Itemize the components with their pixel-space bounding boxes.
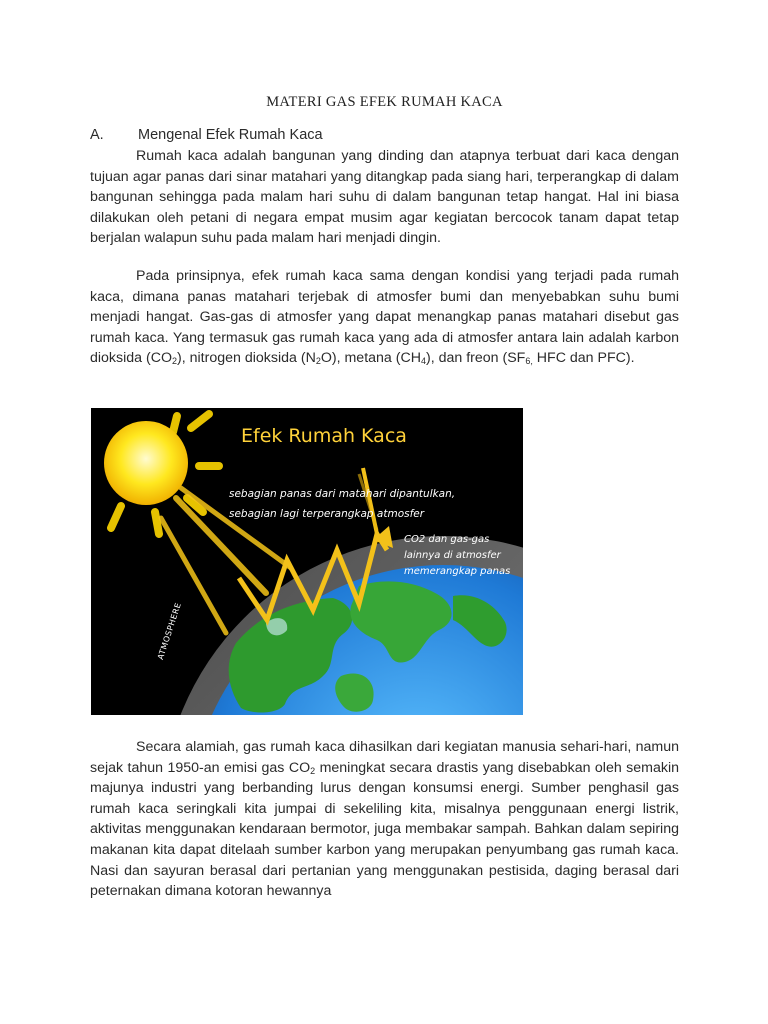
atmosphere-label: ATMOSPHERE [156,601,183,661]
section-number: A. [90,127,104,143]
subscript: 2 [172,356,178,367]
subscript: 2 [315,356,321,367]
earth-globe [190,565,523,715]
figure-note-line2: lainnya di atmosfer [404,550,501,561]
figure-title: Efek Rumah Kaca [241,425,407,447]
paragraph-2 [90,266,679,369]
paragraph-2-text: Pada prinsipnya, efek rumah kaca sama dengan kondisi yang terjadi pada rumah kaca, dimana panas matahari terjebak di atmosfer bumi dan menyebabkan suhu bumi menjadi hangat. Gas-gas di atmosfer yang dapat menangkap panas matahari disebut gas rumah kaca. Yang termasuk gas rumah kaca yang ada di atmosfer antara lain adalah karbon dioksida (CO [90,268,679,367]
paragraph-3 [90,737,679,902]
greenhouse-effect-figure [91,408,523,715]
sun-icon [104,421,188,505]
figure-note-line3: memerangkap panas [404,566,511,577]
figure-note-line1: CO2 dan gas-gas [404,534,490,545]
paragraph-2-text: HFC dan PFC). [532,350,635,367]
paragraph-3-text: meningkat secara drastis yang disebabkan oleh semakin majunya industri yang berbanding lurus dengan konsumsi energi. Sumber penghasil gas rumah kaca seringkali kita jumpai di sekeliling kita, misalnya penggunaan energi listrik, aktivitas menggunakan kendaraan bermotor, juga membakar sampah. Bahkan dalam sepiring makanan kita dapat ditelaah sumber karbon yang merupakan penyumbang gas rumah kaca. Nasi dan sayuran berasal dari pertanian yang menggunakan pestisida, daging berasal dari peternakan dimana kotoran hewannya [90,759,679,900]
figure-note [404,532,510,580]
subscript: 2 [310,765,316,776]
figure-caption-line1: sebagian panas dari matahari dipantulkan, [229,488,456,500]
paragraph-2-text: ), nitrogen dioksida (N [177,350,316,367]
subscript: 6, [525,356,533,367]
paragraph-1 [90,146,679,249]
paragraph-2-text: ), dan freon (SF [425,350,526,367]
figure-caption-line2: sebagian lagi terperangkap atmosfer [229,508,425,520]
subscript: 4 [420,356,426,367]
paragraph-3-text: Secara alamiah, gas rumah kaca dihasilkan dari kegiatan manusia sehari-hari, namun sejak tahun 1950-an emisi gas CO [90,739,679,776]
section-heading [90,125,323,146]
paragraph-1-text: Rumah kaca adalah bangunan yang dinding dan atapnya terbuat dari kaca dengan tujuan agar panas dari sinar matahari yang ditangkap pada siang hari, terperangkap di dalam bangunan sehingga pada malam hari suhu di dalam bangunan tetap hangat. Hal ini biasa dilakukan oleh petani di negara empat musim agar kegiatan bercocok tanam dapat tetap berjalan walapun suhu pada malam hari menjadi dingin. [90,148,679,247]
document-title: MATERI GAS EFEK RUMAH KACA [266,94,503,110]
section-heading-text: Mengenal Efek Rumah Kaca [138,127,323,143]
paragraph-2-text: O), metana (CH [320,350,421,367]
